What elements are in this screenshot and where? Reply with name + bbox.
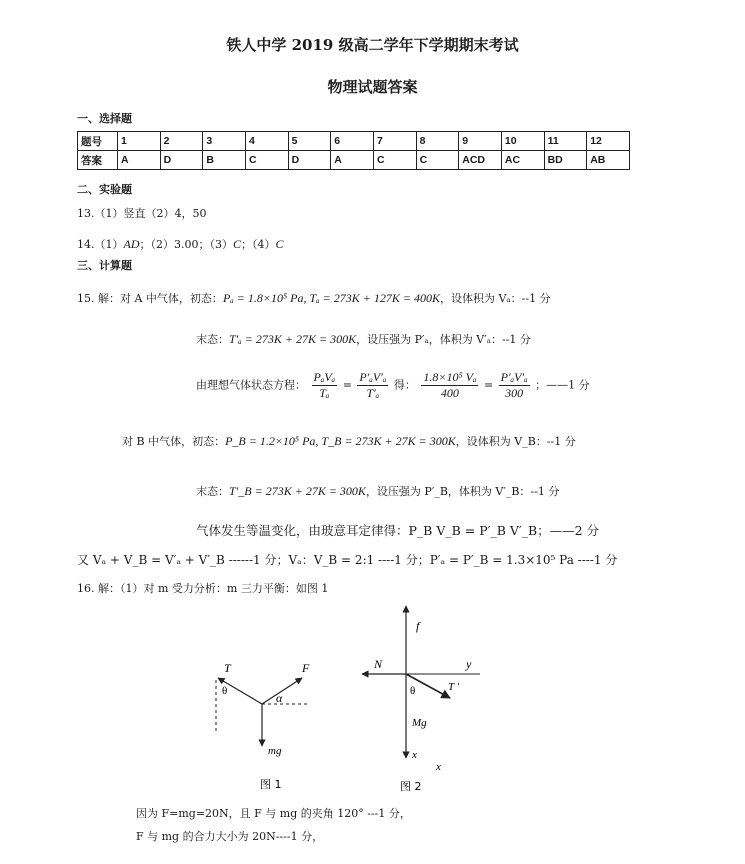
q16-line-2: 因为 F=mg=20N，且 F 与 mg 的夹角 120° ---1 分， <box>136 807 411 820</box>
table-cell: 11 <box>544 132 587 151</box>
q15-l4-formula: P_B = 1.2×10⁵ Pa, T_B = 273K + 27K = 300K <box>225 434 456 448</box>
label-mg-big: Mg <box>412 717 427 729</box>
row-label-numbers: 题号 <box>78 132 118 151</box>
label-theta-2: θ <box>410 685 416 697</box>
fraction-3: $\frac{\text{1.8×10⁵ Vₐ}}{400}$ <box>423 370 477 400</box>
label-f-small: f <box>416 619 420 633</box>
q15-line-6: 气体发生等温变化，由玻意耳定律得：P_B V_B = P′_B V′_B；——2 分 <box>196 523 600 538</box>
q16-line-3: F 与 mg 的合力大小为 20N----1 分， <box>136 830 324 843</box>
q15-line-7: 又 Vₐ + V_B = V′ₐ + V′_B ------1 分；Vₐ：V_B = 2:1 ----1 分；P′ₐ = P′_B = 1.3×10⁵ Pa ----1 分 <box>77 553 618 567</box>
label-t: T <box>224 661 231 675</box>
label-x-extra: x <box>436 761 441 773</box>
label-f: F <box>302 661 310 675</box>
table-cell: B <box>203 151 246 170</box>
q15-l3-prefix: 由理想气体状态方程： <box>196 378 306 392</box>
q16-line-1: 16. 解：（1）对 m 受力分析：m 三力平衡：如图 1 <box>77 582 329 595</box>
page-subtitle: 物理试题答案 <box>327 78 418 96</box>
q15-l1-formula: Pₐ = 1.8×10⁵ Pa, Tₐ = 273K + 127K = 400K <box>222 291 440 305</box>
table-cell: 9 <box>459 132 502 151</box>
q15-l2-formula: T′ₐ = 273K + 27K = 300K <box>229 332 357 346</box>
fraction-2: $\frac{\text{P′ₐV′ₐ}}{\text{T′ₐ}}$ <box>359 370 387 400</box>
table-cell: 1 <box>118 132 161 151</box>
table-cell: C <box>416 151 459 170</box>
table-cell: ACD <box>459 151 502 170</box>
q14-mid: ；（2）3.00；（3） <box>139 238 233 251</box>
q15-l3-de: 得： <box>393 378 416 392</box>
fraction-1: PₐVₐ Tₐ <box>313 370 336 400</box>
q15-l4-prefix: 对 B 中气体，初态： <box>122 435 226 448</box>
q15-l2-prefix: 末态： <box>196 333 229 346</box>
label-alpha: α <box>276 691 283 705</box>
label-x-axis: x <box>412 749 417 761</box>
label-y: y <box>466 657 472 671</box>
q15-l1-prefix: 15. 解：对 A 中气体，初态： <box>77 292 223 305</box>
q14-prefix: 14.（1） <box>77 238 124 251</box>
q14-answer-1: AD <box>123 237 140 251</box>
q15-l5-prefix: 末态： <box>196 485 229 498</box>
label-t-prime: T ′ <box>448 681 460 693</box>
q15-l5-suffix: ，设压强为 P′_B，体积为 V′_B：--1 分 <box>365 485 560 498</box>
table-row-answers <box>78 151 630 170</box>
section-choice-heading: 一、选择题 <box>77 112 132 125</box>
table-cell: 7 <box>373 132 416 151</box>
row-label-answers: 答案 <box>78 151 118 170</box>
answer-table <box>77 131 630 170</box>
figure-2-force-diagram <box>358 598 488 798</box>
table-cell: A <box>331 151 374 170</box>
table-cell: 3 <box>203 132 246 151</box>
section-calculation-heading: 三、计算题 <box>77 259 132 272</box>
q15-line-1 <box>77 290 551 306</box>
equals-sign: = <box>342 378 352 392</box>
table-cell: AB <box>587 151 630 170</box>
q15-l2-suffix: ，设压强为 P′ₐ，体积为 V′ₐ：--1 分 <box>356 333 531 346</box>
q15-l3-suffix: ；——1 分 <box>535 378 590 392</box>
table-cell: 8 <box>416 132 459 151</box>
q14-answer-3: C <box>233 237 242 251</box>
answer-q14 <box>77 236 284 252</box>
q14-answer-4: C <box>275 237 284 251</box>
table-cell: BD <box>544 151 587 170</box>
table-cell: A <box>118 151 161 170</box>
q15-line-4 <box>122 433 576 449</box>
q15-l1-suffix: ，设体积为 Vₐ：--1 分 <box>439 292 551 305</box>
q14-mid2: ；（4） <box>241 238 276 251</box>
table-cell: C <box>373 151 416 170</box>
table-cell: 4 <box>245 132 288 151</box>
fraction-4: $\frac{\text{P′ₐV′ₐ}}{300}$ <box>500 370 528 400</box>
label-n: N <box>374 657 383 671</box>
figure-1-caption: 图 1 <box>260 778 282 791</box>
table-cell: 10 <box>501 132 544 151</box>
table-cell: AC <box>501 151 544 170</box>
q15-l4-suffix: ，设体积为 V_B：--1 分 <box>455 435 576 448</box>
table-cell: D <box>160 151 203 170</box>
label-theta: θ <box>222 685 228 697</box>
q15-l5-formula: T′_B = 273K + 27K = 300K <box>229 484 366 498</box>
table-cell: 6 <box>331 132 374 151</box>
table-row-numbers <box>78 132 630 151</box>
figure-2-caption: 图 2 <box>400 780 422 793</box>
table-cell: 12 <box>587 132 630 151</box>
equals-sign-2: = <box>483 378 494 392</box>
q15-line-5 <box>196 483 559 499</box>
table-cell: C <box>245 151 288 170</box>
answer-q13: 13.（1）竖直（2）4，50 <box>77 207 207 220</box>
section-experiment-heading: 二、实验题 <box>77 183 132 196</box>
table-cell: 2 <box>160 132 203 151</box>
table-cell: 5 <box>288 132 331 151</box>
figure-1-force-diagram <box>208 656 328 796</box>
page-title: 铁人中学 2019 级高二学年下学期期末考试 <box>226 36 519 54</box>
q15-line-3 <box>196 370 590 401</box>
q15-line-2 <box>196 331 531 347</box>
table-cell: D <box>288 151 331 170</box>
label-mg: mg <box>268 745 282 757</box>
